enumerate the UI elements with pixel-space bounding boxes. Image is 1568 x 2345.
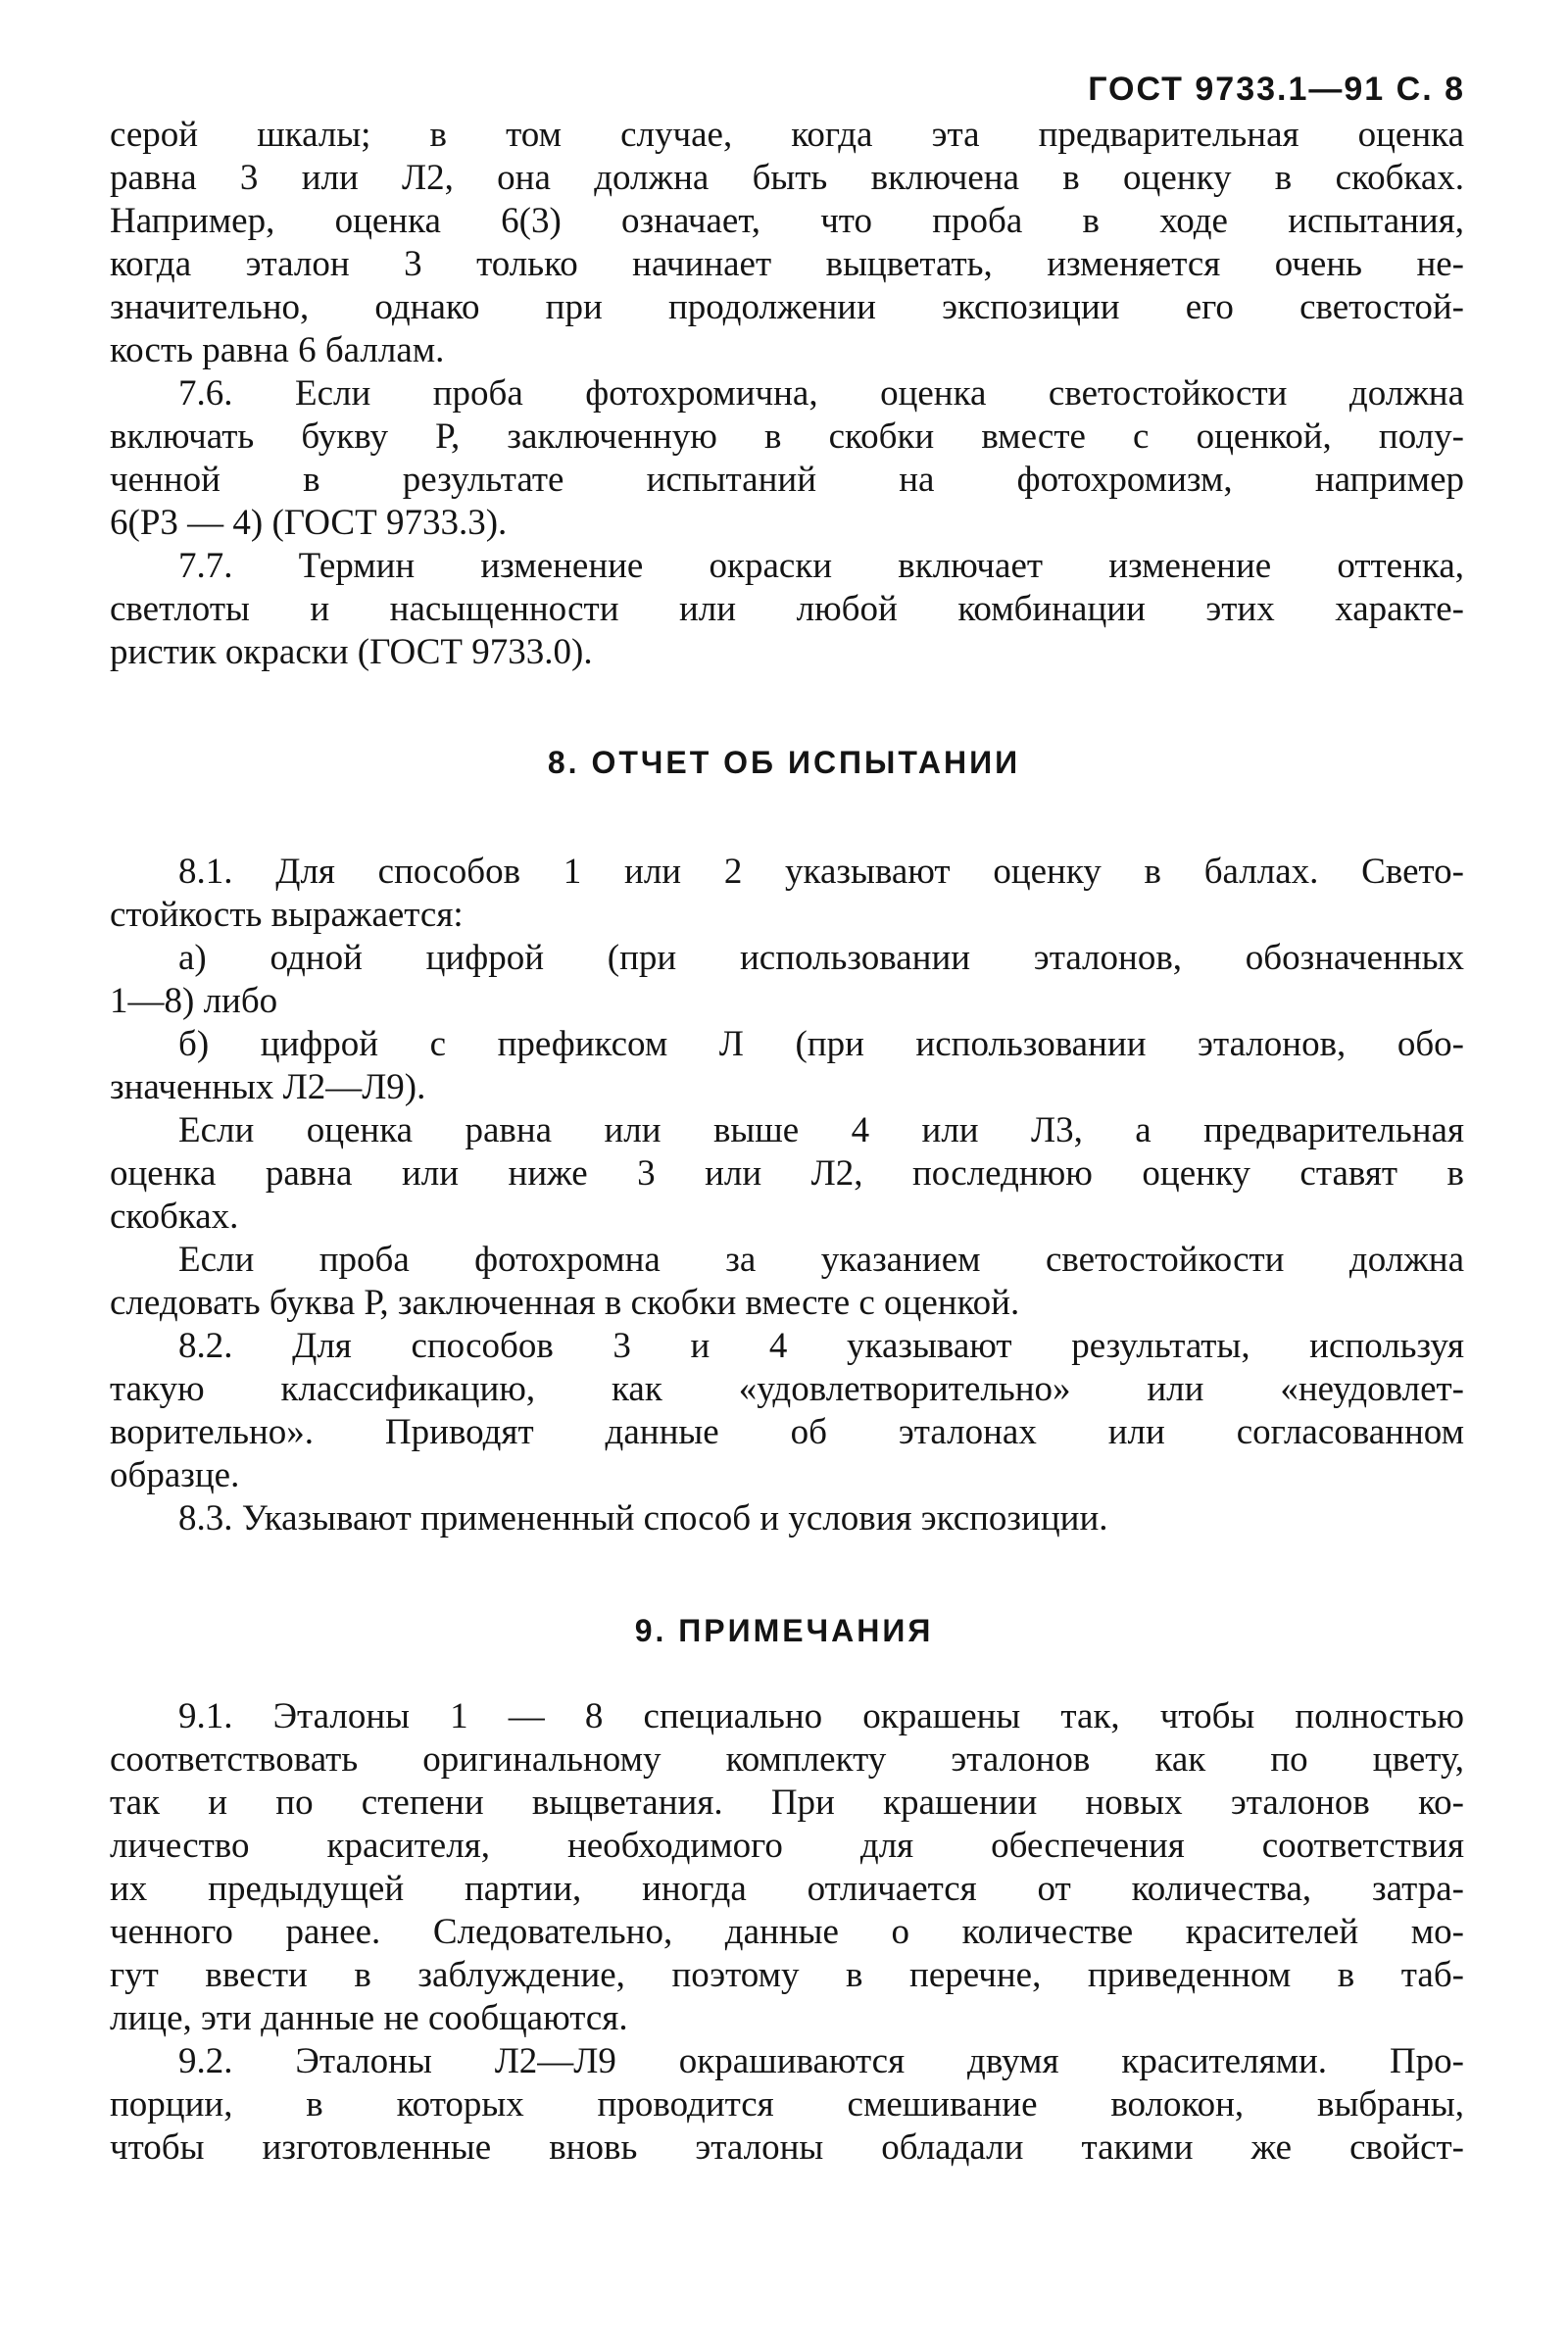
text-line: 9.1. Эталоны 1 — 8 специально окрашены так, чтобы полностью (178, 1696, 1464, 1736)
text-line: 8.1. Для способов 1 или 2 указывают оценку в баллах. Свето- (178, 852, 1464, 892)
text-line: равна 3 или Л2, она должна быть включена в оценку в скобках. (110, 158, 1464, 198)
page-header: ГОСТ 9733.1—91 С. 8 (1088, 71, 1465, 108)
text-line: их предыдущей партии, иногда отличается от количества, затра- (110, 1869, 1464, 1909)
text-line: такую классификацию, как «удовлетворительно» или «неудовлет- (110, 1369, 1464, 1409)
text-line: Если оценка равна или выше 4 или Л3, а предварительная (178, 1110, 1464, 1150)
text-line: ворительно». Приводят данные об эталонах или согласованном (110, 1412, 1464, 1452)
text-line: гут ввести в заблуждение, поэтому в перечне, приведенном в таб- (110, 1955, 1464, 1995)
text-line: Например, оценка 6(3) означает, что проба в ходе испытания, (110, 201, 1464, 241)
text-line: 7.7. Термин изменение окраски включает изменение оттенка, (178, 546, 1464, 586)
text-line: ристик окраски (ГОСТ 9733.0). (110, 632, 593, 672)
text-line: оценка равна или ниже 3 или Л2, последнюю оценку ставят в (110, 1153, 1464, 1194)
text-line: 1—8) либо (110, 981, 278, 1021)
text-line: образце. (110, 1455, 240, 1495)
text-line: ченного ранее. Следовательно, данные о количестве красителей мо- (110, 1912, 1464, 1952)
text-line: соответствовать оригинальному комплекту эталонов как по цвету, (110, 1739, 1464, 1780)
section-heading: 9. ПРИМЕЧАНИЯ (634, 1613, 934, 1648)
text-line: личество красителя, необходимого для обеспечения соответствия (110, 1826, 1464, 1866)
text-line: порции, в которых проводится смешивание волокон, выбраны, (110, 2084, 1464, 2125)
text-line: чтобы изготовленные вновь эталоны обладали такими же свойст- (110, 2127, 1464, 2168)
text-line: 8.3. Указывают примененный способ и условия экспозиции. (178, 1498, 1108, 1539)
text-line: светлоты и насыщенности или любой комбинации этих характе- (110, 589, 1464, 629)
text-line: Если проба фотохромна за указанием светостойкости должна (178, 1240, 1464, 1280)
text-line: включать букву Р, заключенную в скобки вместе с оценкой, полу- (110, 416, 1464, 457)
text-line: 7.6. Если проба фотохромична, оценка светостойкости должна (178, 373, 1464, 414)
text-line: лице, эти данные не сообщаются. (110, 1998, 628, 2038)
text-line: 6(Р3 — 4) (ГОСТ 9733.3). (110, 503, 508, 543)
text-line: 8.2. Для способов 3 и 4 указывают результаты, используя (178, 1326, 1464, 1366)
text-line: стойкость выражается: (110, 895, 464, 935)
text-line: значительно, однако при продолжении экспозиции его светостой- (110, 287, 1464, 327)
text-line: б) цифрой с префиксом Л (при использовании эталонов, обо- (178, 1024, 1464, 1064)
text-line: так и по степени выцветания. При крашении новых эталонов ко- (110, 1783, 1464, 1823)
text-line: следовать буква Р, заключенная в скобки вместе с оценкой. (110, 1283, 1020, 1323)
text-line: значенных Л2—Л9). (110, 1067, 426, 1107)
text-line: скобках. (110, 1197, 239, 1237)
text-line: кость равна 6 баллам. (110, 330, 445, 370)
text-line: 9.2. Эталоны Л2—Л9 окрашиваются двумя красителями. Про- (178, 2041, 1464, 2081)
text-line: серой шкалы; в том случае, когда эта предварительная оценка (110, 115, 1464, 155)
text-line: а) одной цифрой (при использовании эталонов, обозначенных (178, 938, 1464, 978)
text-line: ченной в результате испытаний на фотохромизм, например (110, 460, 1464, 500)
text-line: когда эталон 3 только начинает выцветать, изменяется очень не- (110, 244, 1464, 284)
section-heading: 8. ОТЧЕТ ОБ ИСПЫТАНИИ (547, 745, 1021, 780)
